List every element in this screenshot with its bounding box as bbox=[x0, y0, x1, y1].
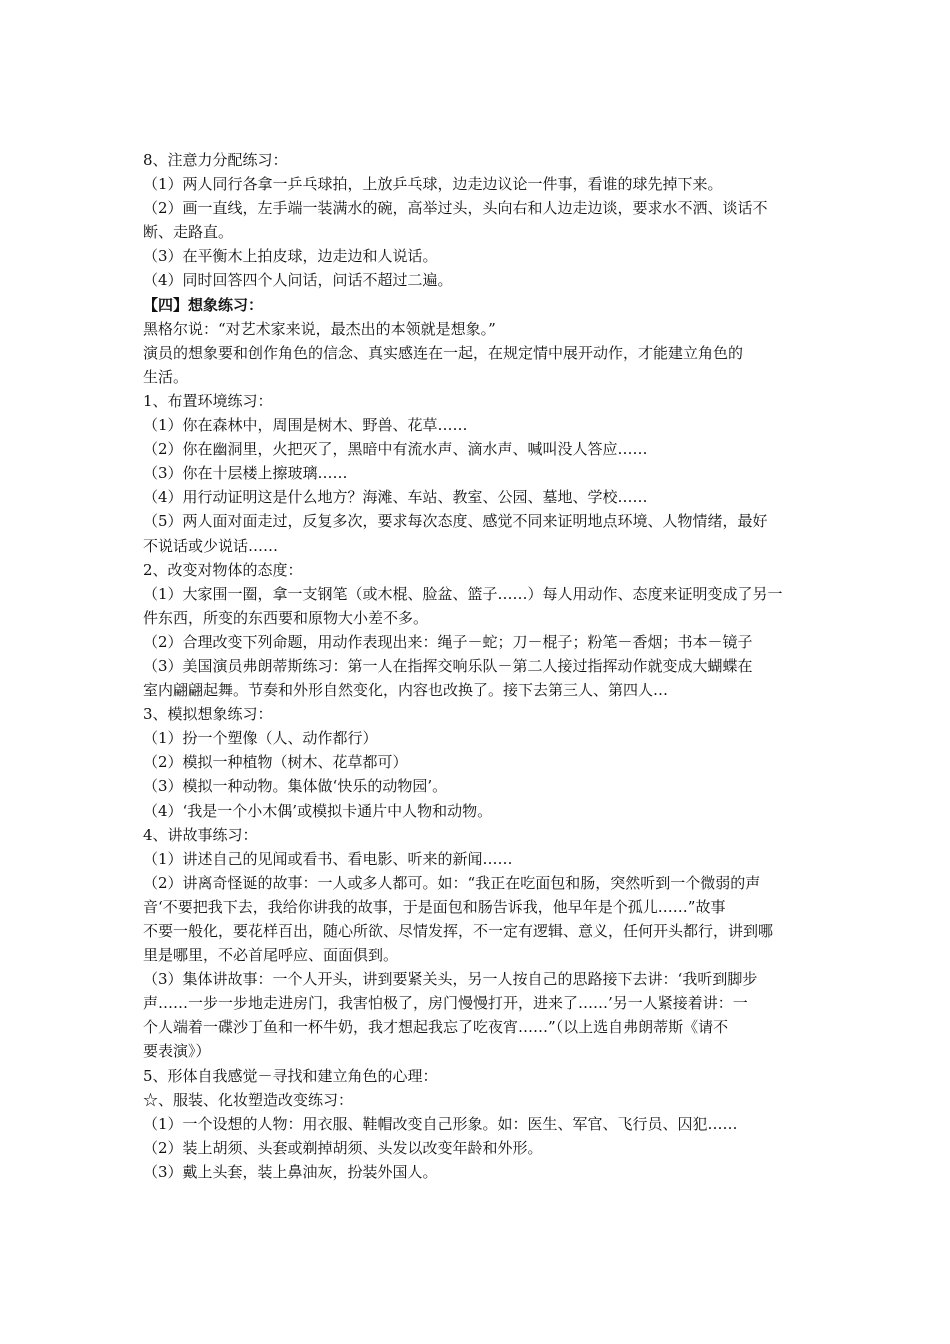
text-line: （4）‘我是一个小木偶’或模拟卡通片中人物和动物。 bbox=[143, 801, 493, 820]
text-line: 黑格尔说：“对艺术家来说，最杰出的本领就是想象。” bbox=[143, 319, 496, 338]
text-line: 件东西，所变的东西要和原物大小差不多。 bbox=[143, 608, 429, 627]
text-line: 4、讲故事练习： bbox=[143, 825, 258, 844]
text-line: （1）大家围一圈，拿一支钢笔（或木棍、脸盆、篮子……）每人用动作、态度来证明变成了另一 bbox=[143, 584, 783, 603]
text-line: （3）模拟一种动物。集体做‘快乐的动物园’。 bbox=[143, 777, 448, 796]
document-body bbox=[143, 148, 811, 1184]
text-line: （4）用行动证明这是什么地方？海滩、车站、教室、公园、墓地、学校…… bbox=[143, 488, 648, 507]
text-line: 生活。 bbox=[143, 367, 189, 386]
text-line: （2）合理改变下列命题，用动作表现出来：绳子－蛇；刀－棍子；粉笔－香烟；书本－镜子 bbox=[143, 632, 753, 651]
text-line: 个人端着一碟沙丁鱼和一杯牛奶，我才想起我忘了吃夜宵……”（以上选自弗朗蒂斯《请不 bbox=[143, 1018, 729, 1037]
text-line: （1）你在森林中，周围是树木、野兽、花草…… bbox=[143, 416, 468, 435]
text-line: 要表演》） bbox=[143, 1042, 211, 1061]
text-line: （1）两人同行各拿一乒乓球拍，上放乒乓球，边走边议论一件事，看谁的球先掉下来。 bbox=[143, 175, 723, 194]
text-line: 不要一般化，要花样百出，随心所欲、尽情发挥，不一定有逻辑、意义，任何开头都行，讲到哪 bbox=[143, 922, 774, 940]
text-line: 2、改变对物体的态度： bbox=[143, 560, 303, 579]
text-line: （3）美国演员弗朗蒂斯练习：第一人在指挥交响乐队－第二人接过指挥动作就变成大蝴蝶在 bbox=[143, 656, 753, 675]
text-line: 1、布置环境练习： bbox=[143, 391, 273, 410]
text-line: 里是哪里，不必首尾呼应、面面俱到。 bbox=[143, 946, 399, 965]
text-line: （2）装上胡须、头套或剃掉胡须、头发以改变年龄和外形。 bbox=[143, 1138, 543, 1157]
text-line: 音‘不要把我下去，我给你讲我的故事，于是面包和肠告诉我，他早年是个孤儿……”故事 bbox=[143, 897, 726, 916]
text-line: （3）在平衡木上拍皮球，边走边和人说话。 bbox=[143, 247, 438, 266]
text-line: （2）你在幽洞里，火把灭了，黑暗中有流水声、滴水声、喊叫没人答应…… bbox=[143, 440, 648, 459]
text-line: 3、模拟想象练习： bbox=[143, 705, 273, 724]
text-line: （3）你在十层楼上擦玻璃…… bbox=[143, 464, 348, 483]
text-line: 声……一步一步地走进房门，我害怕极了，房门慢慢打开，进来了……’另一人紧接着讲：一 bbox=[143, 994, 748, 1013]
section-heading: 【四】想象练习： bbox=[143, 295, 264, 314]
text-line: （3）集体讲故事：一个人开头，讲到要紧关头，另一人按自己的思路接下去讲：‘我听到脚步 bbox=[143, 970, 758, 989]
text-line: 演员的想象要和创作角色的信念、真实感连在一起，在规定情中展开动作，才能建立角色的 bbox=[143, 343, 744, 362]
text-line: （1）扮一个塑像（人、动作都行） bbox=[143, 729, 378, 748]
text-line: ☆、服装、化妆塑造改变练习： bbox=[143, 1090, 354, 1109]
text-line: （1）一个设想的人物：用衣服、鞋帽改变自己形象。如：医生、军官、飞行员、囚犯…… bbox=[143, 1114, 738, 1133]
text-line: 不说话或少说话…… bbox=[143, 536, 279, 555]
text-line: （2）模拟一种植物（树木、花草都可） bbox=[143, 753, 408, 772]
text-line: （2）画一直线，左手端一装满水的碗，高举过头，头向右和人边走边谈，要求水不洒、谈话不 bbox=[143, 199, 768, 218]
text-line: （4）同时回答四个人问话，问话不超过二遍。 bbox=[143, 271, 453, 290]
text-line: 5、形体自我感觉－寻找和建立角色的心理： bbox=[143, 1066, 438, 1085]
text-line: （5）两人面对面走过，反复多次，要求每次态度、感觉不同来证明地点环境、人物情绪，最好 bbox=[143, 512, 768, 531]
text-line: 室内翩翩起舞。节奏和外形自然变化，内容也改换了。接下去第三人、第四人… bbox=[143, 681, 669, 700]
text-line: （3）戴上头套，装上鼻油灰，扮装外国人。 bbox=[143, 1162, 438, 1181]
text-line: （1）讲述自己的见闻或看书、看电影、听来的新闻…… bbox=[143, 849, 513, 868]
text-line: 断、走路直。 bbox=[143, 223, 234, 242]
text-line: （2）讲离奇怪诞的故事：一人或多人都可。如：“我正在吃面包和肠，突然听到一个微弱的声 bbox=[143, 873, 761, 892]
text-line: 8、注意力分配练习： bbox=[143, 151, 288, 169]
